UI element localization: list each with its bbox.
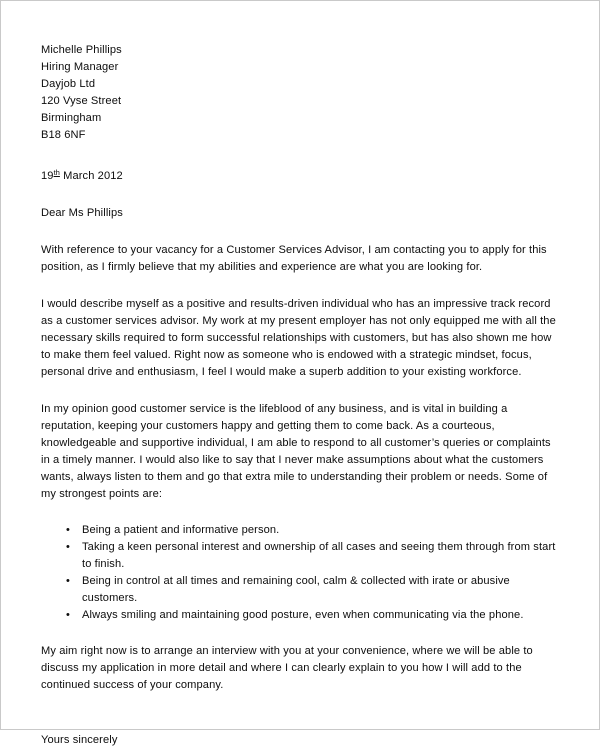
address-line-postcode: B18 6NF (41, 129, 86, 141)
date-day: 19 (41, 170, 54, 182)
list-item: • Being a patient and informative person. (41, 522, 559, 539)
list-item: • Always smiling and maintaining good posture, even when communicating via the phone. (41, 607, 559, 624)
list-item: • Being in control at all times and remaining cool, calm & collected with irate or abusive customers. (41, 573, 559, 607)
strengths-bullet-list (41, 522, 559, 624)
letter-date (41, 164, 559, 185)
sign-off: Yours sincerely (41, 734, 118, 746)
address-line-city: Birmingham (41, 112, 102, 124)
date-month-year: March 2012 (59, 170, 123, 182)
address-line-street: 120 Vyse Street (41, 95, 122, 107)
paragraph-intro: With reference to your vacancy for a Customer Services Advisor, I am contacting you to apply for this position, as I firmly believe that my abilities and experience are what you are looking for. (41, 244, 547, 273)
paragraph-customer-service-opinion: In my opinion good customer service is the lifeblood of any business, and is vital in building a reputation, keeping your customers happy and getting them to come back. As a courteous, knowledgeable and supportive individual, I am able to respond to all customer’s queries or complaints in a timely manner. I would also like to say that I never make assumptions about what the customers wants, always listen to them and go that extra mile to understanding their problem or needs. Some of my strongest points are: (41, 403, 551, 500)
salutation: Dear Ms Phillips (41, 207, 123, 219)
paragraph-interview-request: My aim right now is to arrange an interview with you at your convenience, where we will be able to discuss my application in more detail and where I can clearly explain to you how I will add to the continued success of your company. (41, 645, 533, 691)
recipient-address-block (41, 42, 559, 144)
letter-body (41, 42, 559, 749)
address-line-recipient-title: Hiring Manager (41, 61, 119, 73)
paragraph-self-description: I would describe myself as a positive and results-driven individual who has an impressive track record as a customer services advisor. My work at my present employer has not only equipped me with all the necessary skills required to form successful relationships with customers, but has also shown me how to make them feel valued. Right now as someone who is endowed with a strategic mindset, focus, personal drive and enthusiasm, I feel I would make a superb addition to your existing workforce. (41, 298, 556, 378)
address-line-company: Dayjob Ltd (41, 78, 96, 90)
list-item: • Taking a keen personal interest and ownership of all cases and seeing them through from start to finish. (41, 539, 559, 573)
address-line-recipient-name: Michelle Phillips (41, 44, 122, 56)
date-ordinal-suffix: th (53, 168, 60, 177)
